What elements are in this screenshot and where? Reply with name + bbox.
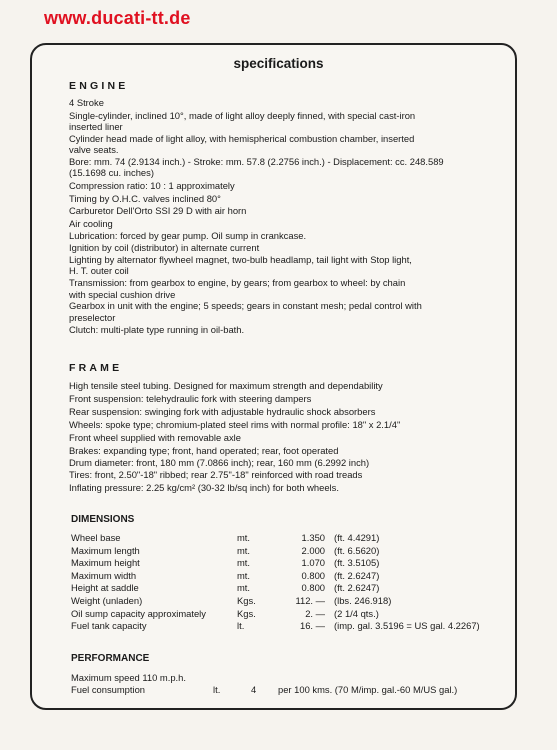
page-title: specifications (233, 56, 324, 71)
frame-spec-line: Inflating pressure: 2.25 kg/cm² (30-32 lb/sq inch) for both wheels. (69, 482, 339, 493)
dimension-row (71, 582, 511, 594)
dimension-value: 1.350 (301, 532, 325, 543)
fuel-consumption-unit: lt. (213, 684, 221, 695)
engine-spec-line: Clutch: multi-plate type running in oil-bath. (69, 324, 245, 335)
max-speed: Maximum speed 110 m.p.h. (71, 672, 186, 683)
dimension-value: 16. — (299, 620, 325, 632)
engine-spec-line: with special cushion drive (69, 289, 176, 300)
dimension-imperial: (ft. 6.5620) (334, 544, 380, 556)
engine-spec-line: Gearbox in unit with the engine; 5 speeds; gears in constant mesh; pedal control with (69, 300, 422, 311)
engine-spec-line: Single-cylinder, inclined 10°, made of light alloy deeply finned, with special cast-iron (69, 110, 416, 121)
engine-spec-line: Bore: mm. 74 (2.9134 inch.) - Stroke: mm. 57.8 (2.2756 inch.) - Displacement: cc. 248.589 (69, 156, 444, 167)
dimension-imperial: (lbs. 246.918) (334, 595, 392, 606)
dimension-row (71, 595, 511, 607)
dimension-row (71, 557, 511, 569)
frame-spec-line: Front suspension: telehydraulic fork with steering dampers (69, 393, 312, 404)
dimension-unit: Kgs. (237, 595, 256, 606)
dimension-imperial: (ft. 2.6247) (334, 582, 380, 594)
frame-spec-line: Front wheel supplied with removable axle (69, 432, 241, 443)
dimension-name: Maximum length (71, 544, 140, 556)
engine-spec-line: Air cooling (69, 218, 113, 229)
engine-spec-line: Ignition by coil (distributor) in alternate current (69, 242, 260, 253)
watermark-url: www.ducati-tt.de (44, 8, 191, 28)
engine-spec-line: Lubrication: forced by gear pump. Oil sump in crankcase. (69, 230, 307, 241)
dimension-row (71, 608, 511, 620)
dimension-name: Maximum width (71, 569, 137, 581)
dimension-unit: mt. (237, 582, 251, 594)
engine-spec-line: inserted liner (69, 121, 123, 132)
dimension-unit: mt. (237, 569, 251, 581)
dimension-value: 112. — (295, 595, 325, 606)
frame-spec-line: Drum diameter: front, 180 mm (7.0866 inch); rear, 160 mm (6.2992 inch) (69, 457, 370, 468)
dimension-row (71, 620, 511, 632)
dimension-value: 1.070 (301, 557, 325, 569)
engine-spec-line: Lighting by alternator flywheel magnet, two-bulb headlamp, tail light with Stop light, (69, 254, 412, 265)
dimension-value: 2.000 (301, 544, 325, 556)
performance-heading: PERFORMANCE (71, 653, 150, 664)
fuel-consumption-detail: per 100 kms. (70 M/imp. gal.-60 M/US gal.) (278, 684, 458, 695)
frame-spec-line: High tensile steel tubing. Designed for maximum strength and dependability (69, 380, 383, 391)
dimension-imperial: (ft. 2.6247) (334, 569, 380, 581)
engine-spec-line: preselector (69, 312, 116, 323)
dimension-unit: lt. (237, 620, 245, 632)
dimension-name: Height at saddle (71, 582, 139, 594)
dimension-unit: mt. (237, 557, 251, 569)
engine-heading: ENGINE (69, 80, 129, 92)
frame-spec-line: Wheels: spoke type; chromium-plated steel rims with normal profile: 18" x 2.1/4" (69, 419, 401, 430)
engine-spec-line: Cylinder head made of light alloy, with hemispherical combustion chamber, inserted (69, 133, 415, 144)
engine-spec-line: Compression ratio: 10 : 1 approximately (69, 180, 235, 191)
dimension-unit: Kgs. (237, 607, 256, 619)
dimension-row (71, 545, 511, 557)
dimension-imperial: (imp. gal. 3.5196 = US gal. 4.2267) (334, 620, 480, 632)
dimension-row (71, 532, 511, 544)
dimension-value: 0.800 (301, 582, 325, 594)
dimensions-heading: DIMENSIONS (71, 514, 135, 525)
engine-spec-line: Transmission: from gearbox to engine, by gears; from gearbox to wheel: by chain (69, 277, 406, 288)
dimension-value: 2. — (305, 607, 325, 619)
dimension-imperial: (ft. 4.4291) (334, 532, 380, 543)
frame-heading: FRAME (69, 362, 123, 374)
fuel-consumption-value: 4 (251, 684, 257, 695)
dimension-imperial: (2 1/4 qts.) (334, 607, 379, 619)
dimension-value: 0.800 (301, 569, 325, 581)
dimension-name: Weight (unladen) (71, 595, 143, 606)
dimension-imperial: (ft. 3.5105) (334, 557, 380, 569)
engine-spec-line: H. T. outer coil (69, 265, 129, 276)
frame-spec-line: Tires: front, 2.50"-18" ribbed; rear 2.75"-18" reinforced with road treads (69, 469, 363, 480)
dimension-row (71, 570, 511, 582)
engine-spec-line: valve seats. (69, 144, 119, 155)
dimension-name: Maximum height (71, 557, 140, 569)
engine-spec-line: Carburetor Dell'Orto SSI 29 D with air horn (69, 205, 247, 216)
dimension-name: Oil sump capacity approximately (71, 607, 206, 619)
frame-spec-line: Rear suspension: swinging fork with adjustable hydraulic shock absorbers (69, 406, 376, 417)
dimension-unit: mt. (237, 544, 251, 556)
fuel-consumption-label: Fuel consumption (71, 684, 145, 695)
frame-spec-line: Brakes: expanding type; front, hand operated; rear, foot operated (69, 445, 339, 456)
dimension-name: Fuel tank capacity (71, 620, 147, 632)
engine-spec-line: (15.1698 cu. inches) (69, 167, 154, 178)
engine-spec-line: Timing by O.H.C. valves inclined 80° (69, 193, 221, 204)
dimension-unit: mt. (237, 532, 251, 543)
engine-spec-line: 4 Stroke (69, 97, 104, 108)
dimension-name: Wheel base (71, 532, 121, 543)
